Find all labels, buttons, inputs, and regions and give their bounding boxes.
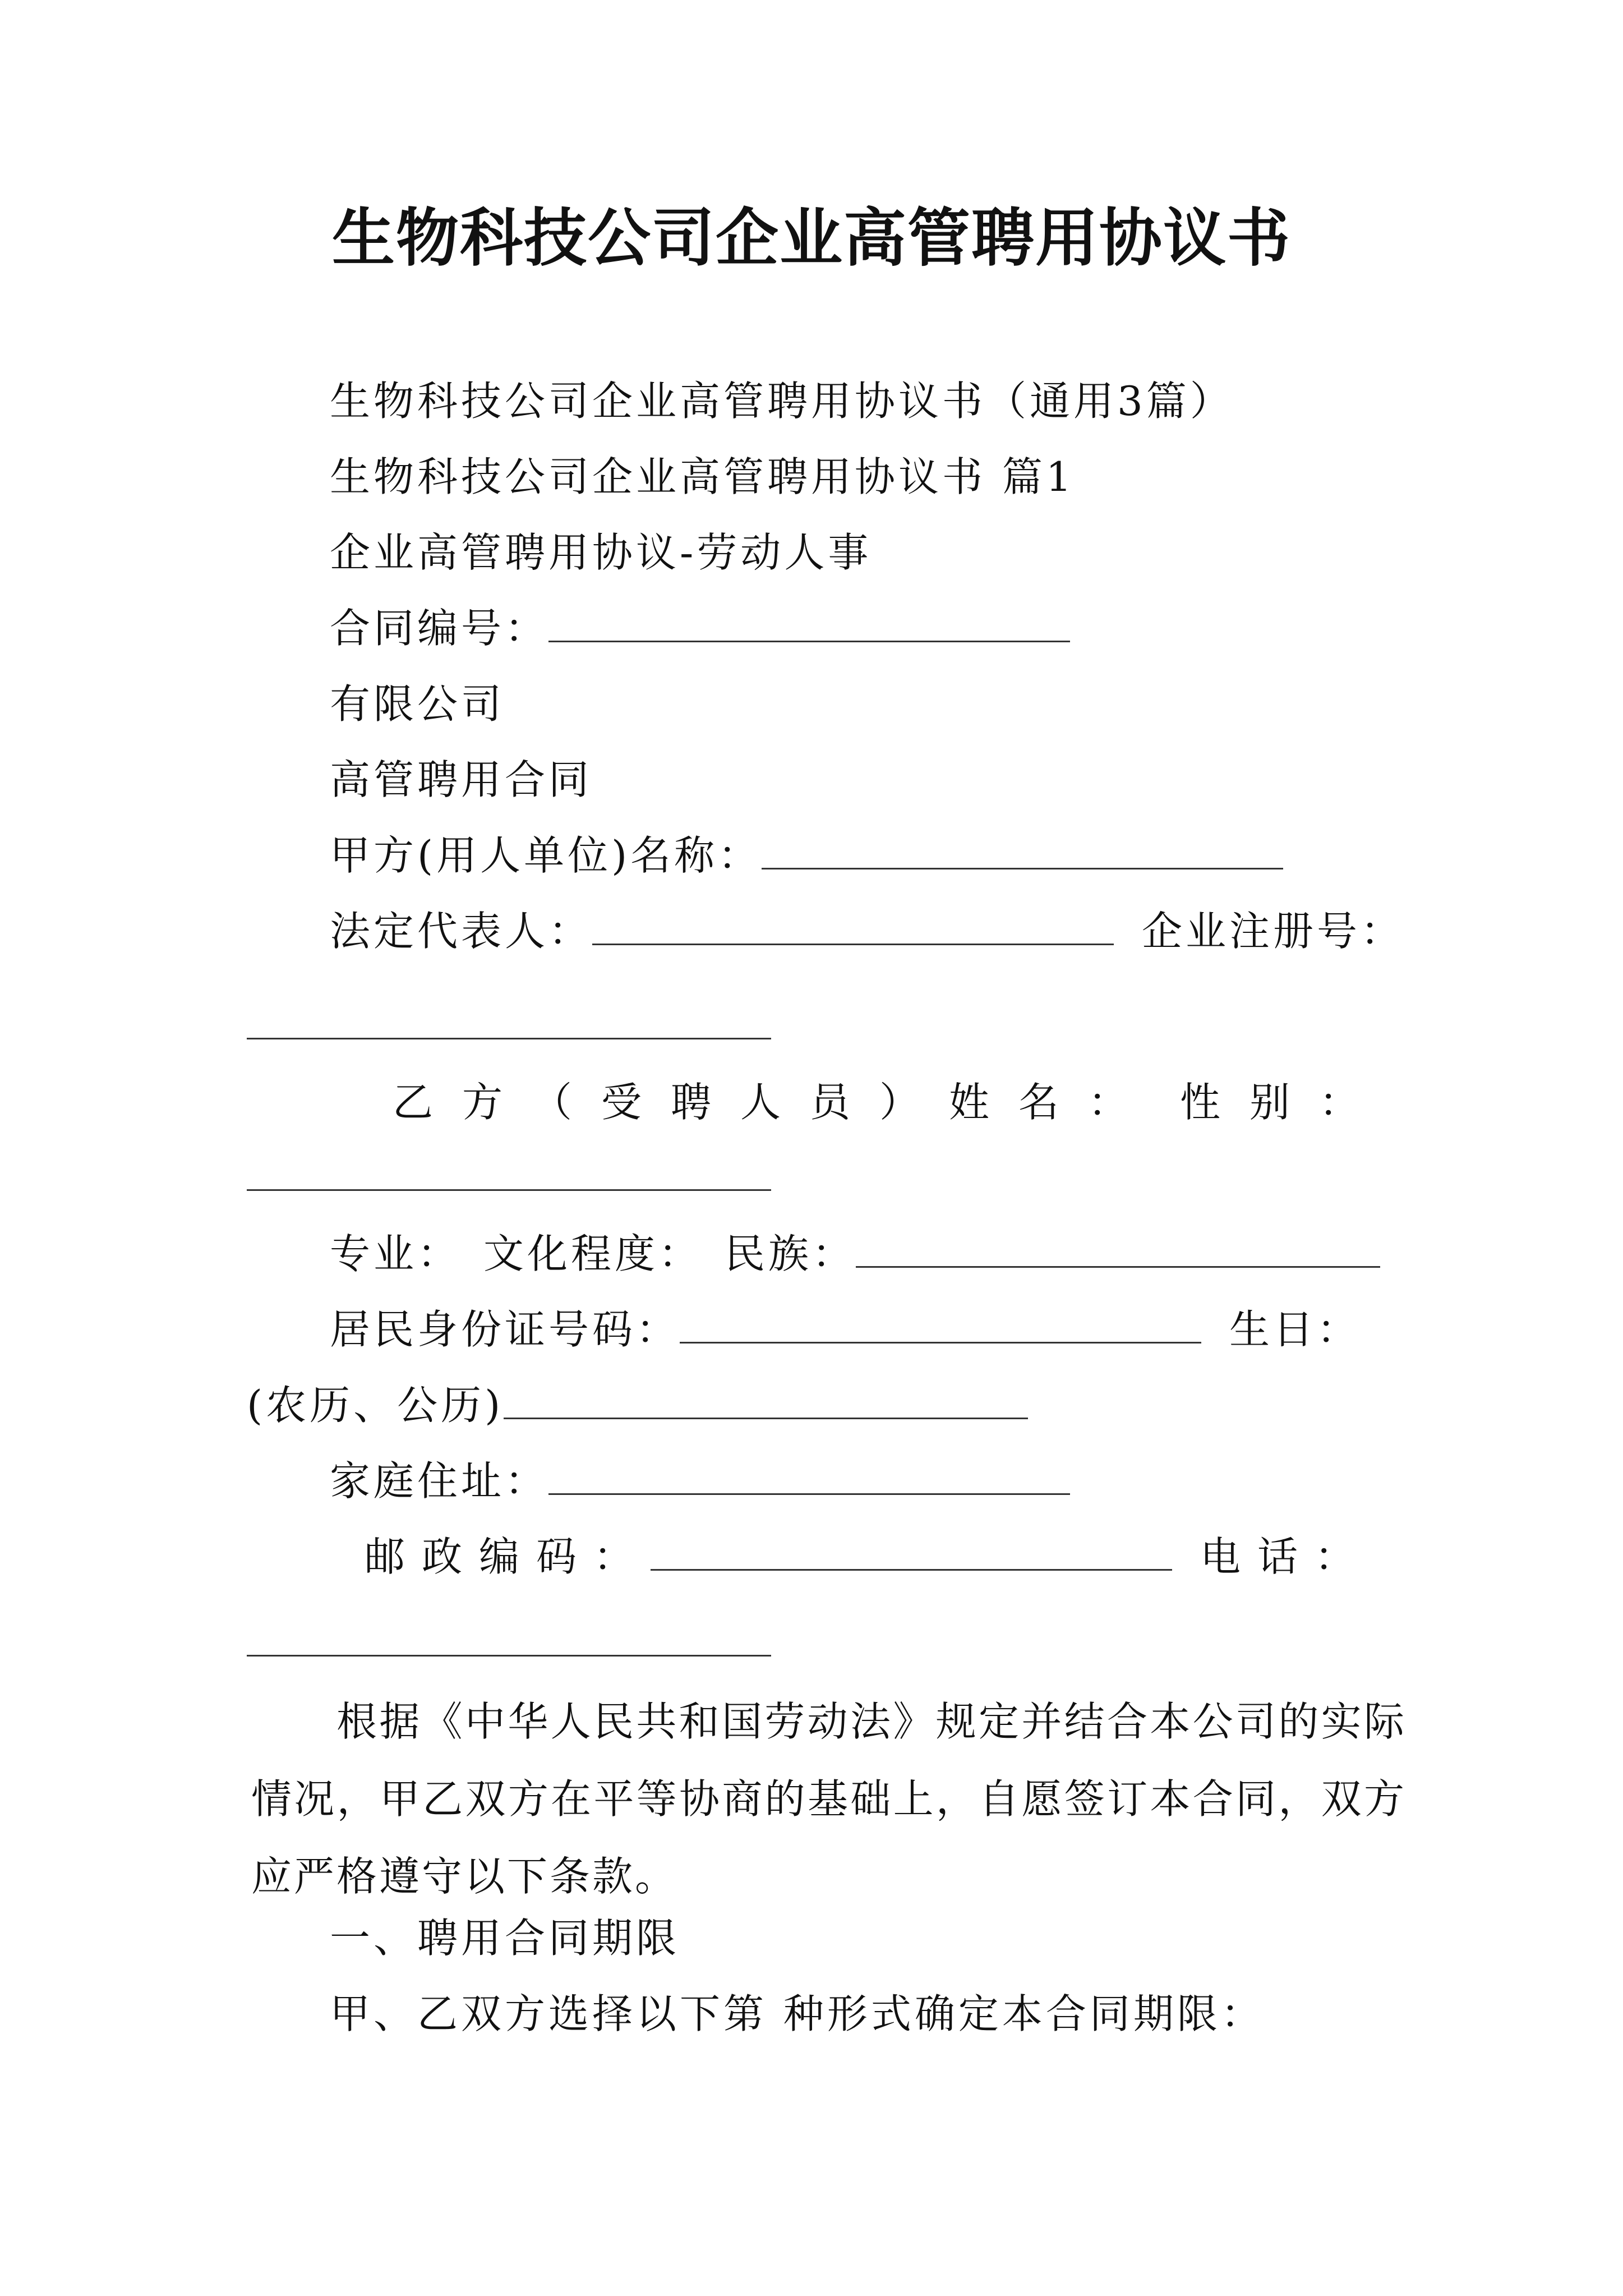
birthday-field[interactable] <box>504 1378 1028 1419</box>
legal-rep-field[interactable] <box>592 904 1114 945</box>
document-title: 生物科技公司企业高管聘用协议书 <box>332 201 1291 275</box>
education-label: 文化程度： <box>483 1230 703 1277</box>
legal-rep-label: 法定代表人： <box>330 908 593 955</box>
birthday-row <box>247 1374 1028 1436</box>
profile-row <box>330 1223 1380 1285</box>
gender-label: 性别： <box>1180 1079 1389 1126</box>
contract-number-row <box>330 597 1070 659</box>
legal-rep-row <box>330 900 1404 962</box>
party-a-row <box>330 825 1283 886</box>
party-a-label: 甲方(用人单位)名称： <box>330 832 762 879</box>
address-field[interactable] <box>548 1454 1070 1495</box>
calendar-label: (农历、公历) <box>247 1382 504 1429</box>
part-heading: 生物科技公司企业高管聘用协议书 篇1 <box>330 453 1075 500</box>
contract-number-label: 合同编号： <box>330 605 549 652</box>
postcode-row <box>365 1526 1372 1588</box>
registration-number-label: 企业注册号： <box>1142 908 1405 955</box>
birthday-label: 生日： <box>1229 1306 1361 1353</box>
party-b-label: 乙方（受聘人员）姓名： <box>393 1079 1158 1126</box>
profile-field[interactable] <box>856 1227 1380 1268</box>
address-row <box>330 1450 1070 1512</box>
registration-number-field[interactable] <box>247 1038 771 1039</box>
party-b-field[interactable] <box>247 1189 771 1191</box>
ethnicity-label: 民族： <box>725 1230 856 1277</box>
clause-1-heading: 一、聘用合同期限 <box>330 1915 680 1962</box>
major-label: 专业： <box>330 1230 462 1277</box>
contract-name: 高管聘用合同 <box>330 756 593 803</box>
clause-1-text: 甲、乙双方选择以下第 种形式确定本合同期限： <box>330 1990 1265 2037</box>
postcode-field[interactable] <box>651 1530 1172 1571</box>
party-b-row <box>393 1071 1389 1133</box>
party-a-field[interactable] <box>762 829 1283 869</box>
address-label: 家庭住址： <box>330 1457 549 1504</box>
phone-label: 电话： <box>1200 1533 1372 1580</box>
section-heading: 企业高管聘用协议-劳动人事 <box>330 529 872 576</box>
document-subtitle: 生物科技公司企业高管聘用协议书（通用3篇） <box>330 378 1234 425</box>
postcode-label: 邮政编码： <box>365 1533 651 1580</box>
id-label: 居民身份证号码： <box>330 1306 680 1353</box>
id-field[interactable] <box>680 1303 1201 1343</box>
intro-paragraph: 根据《中华人民共和国劳动法》规定并结合本公司的实际情况，甲乙双方在平等协商的基础上，自愿签订本合同，双方应严格遵守以下条款。 <box>251 1698 1407 1900</box>
phone-field[interactable] <box>247 1655 771 1657</box>
id-row <box>330 1299 1361 1360</box>
company-line: 有限公司 <box>330 680 505 728</box>
contract-number-field[interactable] <box>548 601 1070 642</box>
